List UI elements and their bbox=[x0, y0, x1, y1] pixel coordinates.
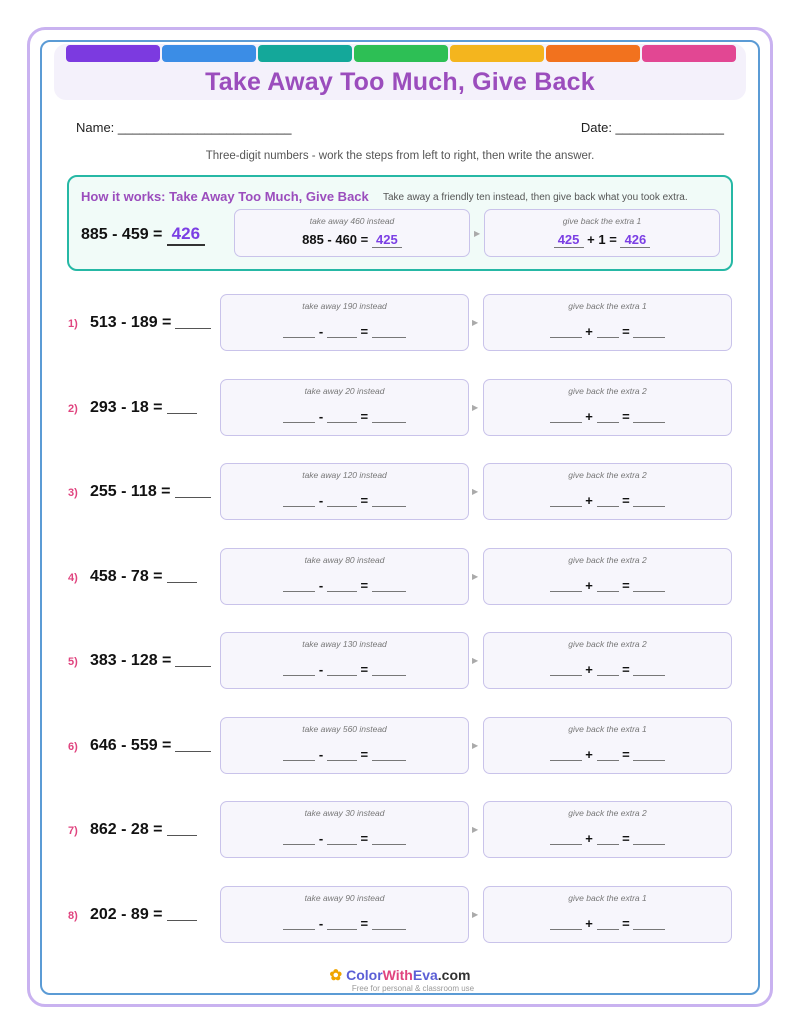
rainbow-segment bbox=[642, 45, 736, 62]
step2-start-blank[interactable] bbox=[550, 832, 582, 845]
rainbow-segment bbox=[258, 45, 352, 62]
step1-line: - = bbox=[221, 324, 468, 339]
step1-result-blank[interactable] bbox=[372, 325, 406, 338]
footer bbox=[0, 966, 800, 993]
step1-caption: take away 190 instead bbox=[302, 301, 387, 311]
step1-box bbox=[220, 801, 469, 858]
step2-caption: give back the extra 2 bbox=[568, 470, 647, 480]
step1-caption: take away 80 instead bbox=[304, 555, 385, 565]
problem-expression-row bbox=[90, 314, 211, 332]
brand-part-domain: .com bbox=[437, 967, 471, 983]
palette-icon: ✿ bbox=[329, 967, 343, 984]
answer-blank[interactable] bbox=[175, 653, 211, 667]
arrow-icon: ▶ bbox=[472, 403, 479, 412]
name-field[interactable]: Name: ________________________ bbox=[76, 120, 292, 135]
step1-box bbox=[220, 463, 469, 520]
step1-result-blank[interactable] bbox=[372, 832, 406, 845]
step1-start-blank[interactable] bbox=[283, 832, 315, 845]
step1-result-blank[interactable] bbox=[372, 748, 406, 761]
problem-expression-row bbox=[90, 906, 197, 924]
step1-caption: take away 560 instead bbox=[302, 724, 387, 734]
step2-line: + = bbox=[484, 916, 731, 931]
step2-box bbox=[483, 548, 732, 605]
step1-subtract-blank[interactable] bbox=[327, 748, 357, 761]
example-subheading: Take away a friendly ten instead, then give back what you took extra. bbox=[383, 192, 688, 203]
example-step1-caption: take away 460 instead bbox=[309, 216, 395, 226]
brand-part-with: With bbox=[382, 967, 413, 983]
answer-blank[interactable] bbox=[167, 569, 197, 583]
problem-expression-row bbox=[90, 483, 211, 501]
answer-blank[interactable] bbox=[167, 400, 197, 414]
problem-number: 7) bbox=[68, 825, 78, 837]
step1-line: - = bbox=[221, 916, 468, 931]
answer-blank[interactable] bbox=[175, 484, 211, 498]
answer-blank[interactable] bbox=[175, 738, 211, 752]
step1-box bbox=[220, 379, 469, 436]
step2-result-blank[interactable] bbox=[633, 748, 665, 761]
step2-result-blank[interactable] bbox=[633, 663, 665, 676]
step1-line: - = bbox=[221, 493, 468, 508]
example-answer: 426 bbox=[167, 224, 205, 246]
rainbow-segment bbox=[162, 45, 256, 62]
rainbow-segment bbox=[354, 45, 448, 62]
step1-result-blank[interactable] bbox=[372, 917, 406, 930]
step1-subtract-blank[interactable] bbox=[327, 832, 357, 845]
step2-caption: give back the extra 1 bbox=[568, 724, 647, 734]
problem-expression-row bbox=[90, 821, 197, 839]
step2-add-blank[interactable] bbox=[597, 579, 619, 592]
problem-expression-row bbox=[90, 399, 197, 417]
example-step1-box bbox=[234, 209, 470, 257]
step2-line: + = bbox=[484, 578, 731, 593]
step2-line: + = bbox=[484, 747, 731, 762]
answer-blank[interactable] bbox=[167, 822, 197, 836]
problem-number: 8) bbox=[68, 910, 78, 922]
rainbow-stripe bbox=[66, 45, 736, 62]
step1-caption: take away 90 instead bbox=[304, 893, 385, 903]
step2-start-blank[interactable] bbox=[550, 494, 582, 507]
example-step2-box bbox=[484, 209, 720, 257]
worksheet-title: Take Away Too Much, Give Back bbox=[205, 68, 595, 96]
example-step2-operator: + 1 = bbox=[587, 232, 617, 247]
step2-box bbox=[483, 717, 732, 774]
problem-number: 4) bbox=[68, 572, 78, 584]
answer-blank[interactable] bbox=[167, 907, 197, 921]
step1-subtract-blank[interactable] bbox=[327, 579, 357, 592]
step2-start-blank[interactable] bbox=[550, 748, 582, 761]
step1-caption: take away 30 instead bbox=[304, 808, 385, 818]
step1-start-blank[interactable] bbox=[283, 579, 315, 592]
step1-box bbox=[220, 632, 469, 689]
problem-number: 6) bbox=[68, 741, 78, 753]
step2-add-blank[interactable] bbox=[597, 494, 619, 507]
step2-box bbox=[483, 886, 732, 943]
arrow-icon: ▶ bbox=[474, 229, 481, 238]
arrow-icon: ▶ bbox=[472, 910, 479, 919]
step2-start-blank[interactable] bbox=[550, 917, 582, 930]
step2-caption: give back the extra 2 bbox=[568, 808, 647, 818]
step2-add-blank[interactable] bbox=[597, 832, 619, 845]
step1-subtract-blank[interactable] bbox=[327, 663, 357, 676]
step1-result-blank[interactable] bbox=[372, 663, 406, 676]
arrow-icon: ▶ bbox=[472, 572, 479, 581]
step1-subtract-blank[interactable] bbox=[327, 410, 357, 423]
step2-add-blank[interactable] bbox=[597, 748, 619, 761]
step1-start-blank[interactable] bbox=[283, 663, 315, 676]
problem-expression: 513 - 189 = bbox=[90, 314, 172, 331]
rainbow-segment bbox=[450, 45, 544, 62]
step2-result-blank[interactable] bbox=[633, 917, 665, 930]
arrow-icon: ▶ bbox=[472, 741, 479, 750]
step1-start-blank[interactable] bbox=[283, 325, 315, 338]
arrow-icon: ▶ bbox=[472, 825, 479, 834]
step1-start-blank[interactable] bbox=[283, 410, 315, 423]
step2-caption: give back the extra 2 bbox=[568, 639, 647, 649]
step2-add-blank[interactable] bbox=[597, 325, 619, 338]
example-problem bbox=[81, 224, 205, 246]
step1-start-blank[interactable] bbox=[283, 917, 315, 930]
problem-expression: 646 - 559 = bbox=[90, 737, 172, 754]
problem-expression: 202 - 89 = bbox=[90, 906, 163, 923]
brand-logo bbox=[330, 966, 471, 984]
step1-line: - = bbox=[221, 831, 468, 846]
problem-expression: 383 - 128 = bbox=[90, 652, 172, 669]
arrow-icon: ▶ bbox=[472, 487, 479, 496]
arrow-icon: ▶ bbox=[472, 656, 479, 665]
date-field[interactable]: Date: _______________ bbox=[580, 120, 724, 135]
rainbow-segment bbox=[66, 45, 160, 62]
step2-result-blank[interactable] bbox=[633, 832, 665, 845]
example-step1-result: 425 bbox=[372, 232, 402, 248]
step1-line: - = bbox=[221, 747, 468, 762]
step2-start-blank[interactable] bbox=[550, 325, 582, 338]
step2-result-blank[interactable] bbox=[633, 494, 665, 507]
instruction-text: Three-digit numbers - work the steps from left to right, then write the answer. bbox=[205, 150, 595, 162]
step2-caption: give back the extra 2 bbox=[568, 386, 647, 396]
rainbow-segment bbox=[546, 45, 640, 62]
problem-expression-row bbox=[90, 737, 211, 755]
step2-start-blank[interactable] bbox=[550, 663, 582, 676]
step1-box bbox=[220, 294, 469, 351]
step2-box bbox=[483, 463, 732, 520]
problem-number: 2) bbox=[68, 403, 78, 415]
step2-result-blank[interactable] bbox=[633, 410, 665, 423]
step2-line: + = bbox=[484, 409, 731, 424]
step2-caption: give back the extra 2 bbox=[568, 555, 647, 565]
step1-subtract-blank[interactable] bbox=[327, 494, 357, 507]
step1-line: - = bbox=[221, 662, 468, 677]
step1-line: - = bbox=[221, 409, 468, 424]
step1-caption: take away 130 instead bbox=[302, 639, 387, 649]
step1-start-blank[interactable] bbox=[283, 748, 315, 761]
step2-box bbox=[483, 379, 732, 436]
step2-box bbox=[483, 294, 732, 351]
problem-expression: 293 - 18 = bbox=[90, 399, 163, 416]
step1-box bbox=[220, 548, 469, 605]
problem-expression: 458 - 78 = bbox=[90, 568, 163, 585]
step1-box bbox=[220, 717, 469, 774]
step1-result-blank[interactable] bbox=[372, 579, 406, 592]
step2-result-blank[interactable] bbox=[633, 579, 665, 592]
step2-caption: give back the extra 1 bbox=[568, 301, 647, 311]
example-heading: How it works: Take Away Too Much, Give Back bbox=[81, 189, 369, 204]
footer-tagline: Free for personal & classroom use bbox=[351, 984, 475, 993]
example-step1-expression: 885 - 460 = bbox=[302, 232, 369, 247]
step2-line: + = bbox=[484, 831, 731, 846]
step1-result-blank[interactable] bbox=[372, 494, 406, 507]
problem-expression: 255 - 118 = bbox=[90, 483, 171, 500]
step2-result-blank[interactable] bbox=[633, 325, 665, 338]
step2-box bbox=[483, 632, 732, 689]
problem-number: 1) bbox=[68, 318, 78, 330]
step1-caption: take away 20 instead bbox=[304, 386, 385, 396]
step1-line: - = bbox=[221, 578, 468, 593]
problem-expression-row bbox=[90, 568, 197, 586]
step1-start-blank[interactable] bbox=[283, 494, 315, 507]
example-expression: 885 - 459 = bbox=[81, 226, 163, 243]
example-step2-result: 426 bbox=[620, 232, 650, 248]
step2-line: + = bbox=[484, 324, 731, 339]
brand-part-eva: Eva bbox=[412, 967, 438, 983]
step2-add-blank[interactable] bbox=[597, 663, 619, 676]
example-panel bbox=[67, 175, 733, 271]
step2-caption: give back the extra 1 bbox=[568, 893, 647, 903]
example-step2-start: 425 bbox=[554, 232, 584, 248]
example-step2-line bbox=[485, 232, 719, 248]
problem-number: 5) bbox=[68, 656, 78, 668]
problem-number: 3) bbox=[68, 487, 78, 499]
step1-result-blank[interactable] bbox=[372, 410, 406, 423]
step2-add-blank[interactable] bbox=[597, 917, 619, 930]
problem-expression-row bbox=[90, 652, 211, 670]
answer-blank[interactable] bbox=[175, 315, 211, 329]
step2-add-blank[interactable] bbox=[597, 410, 619, 423]
problem-expression: 862 - 28 = bbox=[90, 821, 163, 838]
brand-part-color: Color bbox=[346, 967, 383, 983]
step2-line: + = bbox=[484, 662, 731, 677]
step2-start-blank[interactable] bbox=[550, 579, 582, 592]
step1-caption: take away 120 instead bbox=[302, 470, 387, 480]
step1-subtract-blank[interactable] bbox=[327, 325, 357, 338]
step1-box bbox=[220, 886, 469, 943]
example-step2-caption: give back the extra 1 bbox=[562, 216, 642, 226]
step2-box bbox=[483, 801, 732, 858]
step2-line: + = bbox=[484, 493, 731, 508]
step1-subtract-blank[interactable] bbox=[327, 917, 357, 930]
step2-start-blank[interactable] bbox=[550, 410, 582, 423]
example-step1-line bbox=[235, 232, 469, 248]
arrow-icon: ▶ bbox=[472, 318, 479, 327]
